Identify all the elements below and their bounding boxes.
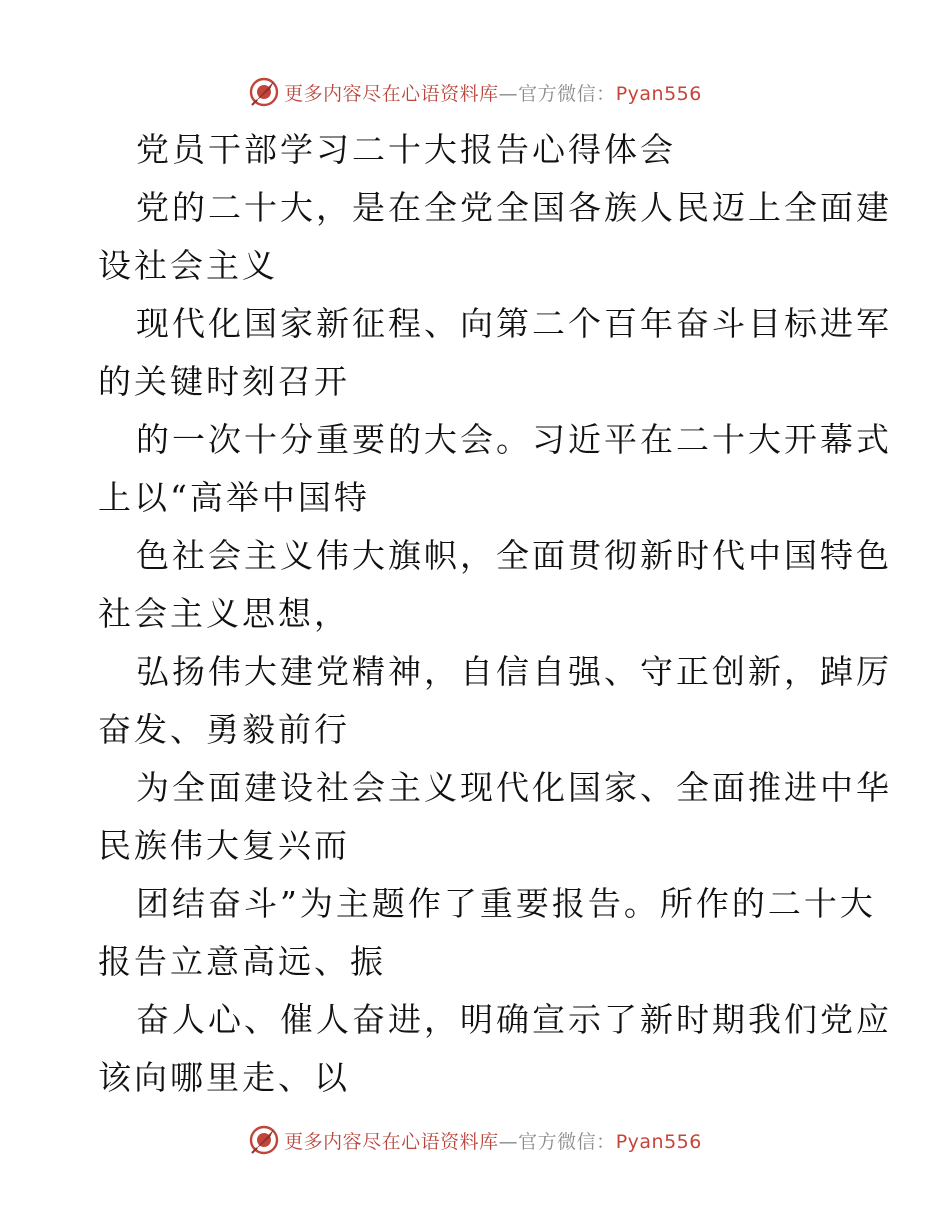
document-body [98, 121, 892, 1107]
text-line: 设社会主义 [98, 246, 278, 285]
text-line: 上以“高举中国特 [98, 478, 370, 517]
text-line: 的一次十分重要的大会。习近平在二十大开幕式 [136, 420, 892, 459]
text-line: 党的二十大，是在全党全国各族人民迈上全面建 [136, 188, 892, 227]
footer-banner-text [284, 1127, 702, 1154]
header-dash: — [498, 82, 519, 105]
text-line: 团结奋斗”为主题作了重要报告。所作的二十大 [136, 884, 876, 923]
text-line: 为全面建设社会主义现代化国家、全面推进中华 [136, 768, 892, 807]
text-line: 社会主义思想， [98, 594, 350, 633]
header-banner [0, 72, 950, 112]
footer-promo-text: 更多内容尽在心语资料库 [284, 1130, 499, 1153]
text-line: 的关键时刻召开 [98, 362, 350, 401]
text-line: 奋人心、催人奋进，明确宣示了新时期我们党应 [136, 1000, 892, 1039]
text-line: 弘扬伟大建党精神，自信自强、守正创新，踔厉 [136, 652, 892, 691]
header-banner-text [284, 79, 702, 106]
quill-logo-icon [248, 1124, 280, 1156]
text-line: 色社会主义伟大旗帜，全面贯彻新时代中国特色 [136, 536, 892, 575]
footer-wechat-label: 官方微信： [518, 1130, 616, 1153]
header-promo-text: 更多内容尽在心语资料库 [284, 82, 499, 105]
header-wechat-account: Pyan556 [615, 82, 702, 105]
document-title: 党员干部学习二十大报告心得体会 [136, 130, 676, 169]
text-line: 奋发、勇毅前行 [98, 710, 350, 749]
footer-dash: — [498, 1130, 519, 1153]
text-line: 现代化国家新征程、向第二个百年奋斗目标进军 [136, 304, 892, 343]
footer-wechat-account: Pyan556 [615, 1130, 702, 1153]
footer-banner [0, 1120, 950, 1160]
header-wechat-label: 官方微信： [518, 82, 616, 105]
text-line: 民族伟大复兴而 [98, 826, 350, 865]
quill-logo-icon [248, 76, 280, 108]
text-line: 报告立意高远、振 [98, 942, 386, 981]
text-line: 该向哪里走、以 [98, 1058, 350, 1097]
